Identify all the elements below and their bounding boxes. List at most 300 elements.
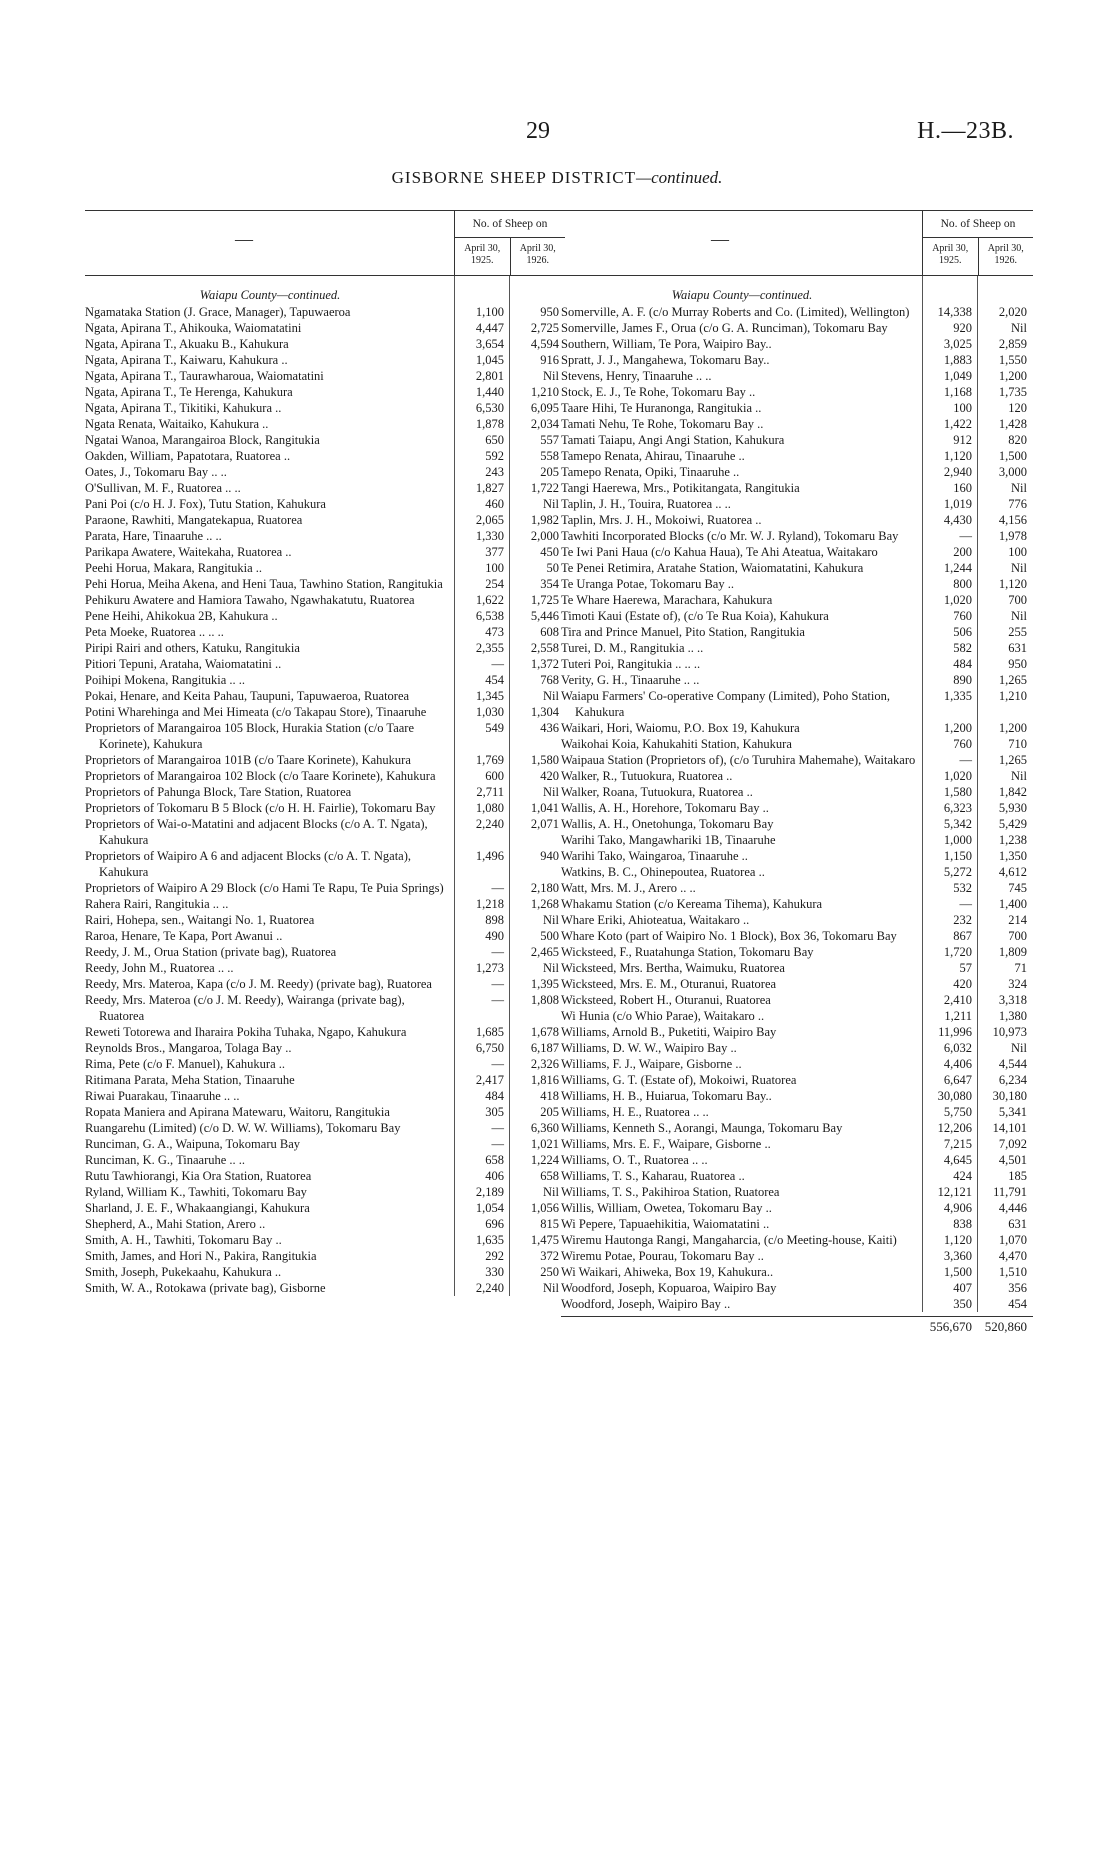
owner-entry: Southern, William, Te Pora, Waipiro Bay..	[561, 337, 772, 351]
table-row	[85, 1152, 565, 1168]
sheep-1925: 1,211	[944, 1009, 972, 1023]
owner-entry: Rairi, Hohepa, sen., Waitangi No. 1, Ruatorea	[85, 913, 315, 927]
table-row	[85, 976, 565, 992]
sheep-1925: 4,406	[943, 1057, 972, 1071]
sheep-1926: 10,973	[992, 1025, 1027, 1039]
sheep-1925: 3,025	[943, 337, 972, 351]
owner-entry: Smith, Joseph, Pukekaahu, Kahukura ..	[85, 1265, 282, 1279]
sheep-1926: 1,842	[998, 785, 1027, 799]
table-row	[561, 1056, 1033, 1072]
table-row	[85, 672, 565, 688]
owner-entry: Rutu Tawhiorangi, Kia Ora Station, Ruatorea	[85, 1169, 312, 1183]
sheep-1925: 3,654	[475, 337, 504, 351]
sheep-1925: —	[959, 753, 972, 767]
sheep-1925: 1,345	[475, 689, 504, 703]
sheep-1926: 7,092	[998, 1137, 1027, 1151]
sheep-1925: —	[959, 529, 972, 543]
owner-entry: Smith, James, and Hori N., Pakira, Rangitukia	[85, 1249, 317, 1263]
sheep-1925: 760	[953, 737, 972, 751]
sheep-1925: 1,878	[475, 417, 504, 431]
owner-entry: Tawhiti Incorporated Blocks (c/o Mr. W. J. Ryland), Tokomaru Bay	[561, 529, 899, 543]
table-row	[561, 384, 1033, 400]
table-row	[561, 480, 1033, 496]
sheep-1926: 100	[1008, 545, 1027, 559]
owner-entry: Proprietors of Wai-o-Matatini and adjacent Blocks (c/o A. T. Ngata), Kahukura	[85, 817, 428, 847]
sheep-1926: 120	[1008, 401, 1027, 415]
sheep-1926: 372	[540, 1249, 559, 1263]
sheep-1926: 1,808	[530, 993, 559, 1007]
sheep-1925: 1,080	[475, 801, 504, 815]
owner-entry: Proprietors of Waipiro A 6 and adjacent Blocks (c/o A. T. Ngata), Kahukura	[85, 849, 412, 879]
table-row	[561, 928, 1033, 944]
sheep-1925: 490	[485, 929, 504, 943]
table-row	[561, 608, 1033, 624]
owner-entry: Proprietors of Tokomaru B 5 Block (c/o H. H. Fairlie), Tokomaru Bay	[85, 801, 436, 815]
owner-entry: Spratt, J. J., Mangahewa, Tokomaru Bay..	[561, 353, 770, 367]
owner-entry: Peehi Horua, Makara, Rangitukia ..	[85, 561, 263, 575]
owner-entry: Williams, G. T. (Estate of), Mokoiwi, Ruatorea	[561, 1073, 797, 1087]
sheep-1926: 1,200	[998, 721, 1027, 735]
sheep-1925: 5,272	[943, 865, 972, 879]
sheep-1926: 631	[1008, 641, 1027, 655]
owner-entry: Parikapa Awatere, Waitekaha, Ruatorea ..	[85, 545, 292, 559]
sheep-1926: 1,428	[998, 417, 1027, 431]
owner-entry: Whakamu Station (c/o Kereama Tihema), Kahukura	[561, 897, 823, 911]
owner-entry: Tamati Nehu, Te Rohe, Tokomaru Bay ..	[561, 417, 764, 431]
sheep-1926: 30,180	[992, 1089, 1027, 1103]
sheep-1925: 2,355	[475, 641, 504, 655]
sheep-1925: 1,020	[943, 593, 972, 607]
sheep-1926: 815	[540, 1217, 559, 1231]
table-row	[561, 1072, 1033, 1088]
table-row	[561, 528, 1033, 544]
table-row	[85, 720, 565, 752]
sheep-1925: 650	[485, 433, 504, 447]
sheep-1925: 200	[953, 545, 972, 559]
sheep-1925: —	[959, 897, 972, 911]
owner-entry: Williams, T. S., Kaharau, Ruatorea ..	[561, 1169, 745, 1183]
table-row	[561, 1088, 1033, 1104]
owner-entry: Te Whare Haerewa, Marachara, Kahukura	[561, 593, 773, 607]
owner-entry: Waipaua Station (Proprietors of), (c/o Turuhira Mahemahe), Waitakaro	[561, 753, 916, 767]
sheep-count-header	[922, 211, 1033, 275]
owner-entry: Proprietors of Pahunga Block, Tare Station, Ruatorea	[85, 785, 352, 799]
sheep-1925: 6,323	[943, 801, 972, 815]
sheep-1925: 1,635	[475, 1233, 504, 1247]
table-row	[85, 304, 565, 320]
sheep-1925: 254	[485, 577, 504, 591]
owner-entry: Parata, Hare, Tinaaruhe .. ..	[85, 529, 222, 543]
table-row	[561, 1152, 1033, 1168]
sheep-1926: 1,238	[998, 833, 1027, 847]
owner-entry: Woodford, Joseph, Kopuaroa, Waipiro Bay	[561, 1281, 777, 1295]
table-row	[85, 848, 565, 880]
owner-entry: Ngata Renata, Waitaiko, Kahukura ..	[85, 417, 269, 431]
table-row	[85, 912, 565, 928]
table-row	[561, 688, 1033, 720]
owner-entry: Reedy, J. M., Orua Station (private bag), Ruatorea	[85, 945, 337, 959]
owner-entry: Runciman, K. G., Tinaaruhe .. ..	[85, 1153, 246, 1167]
owner-entry: Proprietors of Marangairoa 105 Block, Hurakia Station (c/o Taare Korinete), Kahukura	[85, 721, 415, 751]
owner-entry: Wicksteed, F., Ruatahunga Station, Tokomaru Bay	[561, 945, 814, 959]
table-row	[561, 848, 1033, 864]
sheep-1925: —	[491, 881, 504, 895]
sheep-1925: 57	[959, 961, 972, 975]
table-row	[85, 656, 565, 672]
sheep-1925: 6,530	[475, 401, 504, 415]
table-row	[85, 1280, 565, 1296]
table-row	[85, 960, 565, 976]
sheep-1925: 243	[485, 465, 504, 479]
sheep-1925: 6,032	[943, 1041, 972, 1055]
table-row	[85, 944, 565, 960]
sheep-1926: 558	[540, 449, 559, 463]
owner-entry: Ngata, Apirana T., Akuaku B., Kahukura	[85, 337, 289, 351]
owner-entry: O'Sullivan, M. F., Ruatorea .. ..	[85, 481, 241, 495]
sheep-1926: 214	[1008, 913, 1027, 927]
table-row	[85, 1200, 565, 1216]
sheep-1926: 1,982	[530, 513, 559, 527]
owner-entry: Williams, O. T., Ruatorea .. ..	[561, 1153, 708, 1167]
sheep-1925: 2,801	[475, 369, 504, 383]
table-row	[85, 1168, 565, 1184]
table-row	[85, 704, 565, 720]
sheep-1925: 1,883	[943, 353, 972, 367]
table-row	[561, 816, 1033, 832]
table-row	[85, 1216, 565, 1232]
sheep-1926: 1,021	[530, 1137, 559, 1151]
table-row	[561, 656, 1033, 672]
sheep-count-header	[454, 211, 565, 275]
sheep-1926: 205	[540, 1105, 559, 1119]
sheep-header-title: No. of Sheep on	[455, 211, 565, 238]
sheep-1925: 424	[953, 1169, 972, 1183]
table-row	[85, 1040, 565, 1056]
table-row	[85, 480, 565, 496]
table-row	[561, 1232, 1033, 1248]
sheep-1925: 4,447	[475, 321, 504, 335]
owner-entry: Tamepo Renata, Ahirau, Tinaaruhe ..	[561, 449, 745, 463]
owner-entry: Reedy, Mrs. Materoa (c/o J. M. Reedy), Wairanga (private bag), Ruatorea	[85, 993, 405, 1023]
owner-entry: Potini Wharehinga and Mei Himeata (c/o Takapau Store), Tinaaruhe	[85, 705, 427, 719]
owner-entry: Williams, Kenneth S., Aorangi, Maunga, Tokomaru Bay	[561, 1121, 843, 1135]
table-row	[561, 1040, 1033, 1056]
sheep-1925: 912	[953, 433, 972, 447]
sheep-1926: 1,475	[530, 1233, 559, 1247]
table-row	[85, 528, 565, 544]
sheep-1925: 6,750	[475, 1041, 504, 1055]
sheep-1926: 1,210	[530, 385, 559, 399]
owner-entry: Pehi Horua, Meiha Akena, and Heni Taua, Tawhino Station, Rangitukia	[85, 577, 443, 591]
owner-entry: Wi Waikari, Ahiweka, Box 19, Kahukura..	[561, 1265, 774, 1279]
table-row	[561, 736, 1033, 752]
table-row	[561, 1168, 1033, 1184]
owner-entry: Ritimana Parata, Meha Station, Tinaaruhe	[85, 1073, 295, 1087]
sheep-1925: 549	[485, 721, 504, 735]
sheep-1925: 484	[953, 657, 972, 671]
sheep-1925: 1,827	[475, 481, 504, 495]
sheep-1926: 1,395	[530, 977, 559, 991]
owner-entry: Ngata, Apirana T., Te Herenga, Kahukura	[85, 385, 293, 399]
table-row	[561, 864, 1033, 880]
sheep-1926: 4,544	[998, 1057, 1027, 1071]
owner-entry: Woodford, Joseph, Waipiro Bay ..	[561, 1297, 731, 1311]
owner-entry: Turei, D. M., Rangitukia .. ..	[561, 641, 704, 655]
owner-entry: Te Iwi Pani Haua (c/o Kahua Haua), Te Ahi Ateatua, Waitakaro	[561, 545, 878, 559]
sheep-1925: 506	[953, 625, 972, 639]
table-row	[561, 512, 1033, 528]
sheep-1926: 1,268	[530, 897, 559, 911]
title-main: GISBORNE SHEEP DISTRICT	[391, 168, 636, 187]
owner-entry: Williams, D. W. W., Waipiro Bay ..	[561, 1041, 737, 1055]
sheep-1926: 1,041	[530, 801, 559, 815]
sheep-1926: 1,070	[998, 1233, 1027, 1247]
sheep-1925: 4,645	[943, 1153, 972, 1167]
table-row	[85, 336, 565, 352]
table-row	[561, 544, 1033, 560]
table-row	[85, 352, 565, 368]
table-row	[561, 768, 1033, 784]
sheep-1925: 1,496	[475, 849, 504, 863]
owner-entry: Williams, Mrs. E. F., Waipare, Gisborne ..	[561, 1137, 771, 1151]
table-header	[85, 210, 565, 276]
sheep-1925: 1,049	[943, 369, 972, 383]
sheep-1926: 356	[1008, 1281, 1027, 1295]
owner-entry: Tamepo Renata, Opiki, Tinaaruhe ..	[561, 465, 740, 479]
table-row	[85, 448, 565, 464]
table-row	[85, 384, 565, 400]
table-row	[561, 672, 1033, 688]
document-reference: H.—23B.	[917, 118, 1014, 144]
header-dash: —	[235, 229, 253, 249]
sheep-1925: 1,335	[943, 689, 972, 703]
table-row	[561, 1264, 1033, 1280]
owner-entry: Wiremu Hautonga Rangi, Mangaharcia, (c/o Meeting-house, Kaiti)	[561, 1233, 897, 1247]
table-row	[561, 400, 1033, 416]
sheep-1925: 1,100	[475, 305, 504, 319]
owner-entry: Waikohai Koia, Kahukahiti Station, Kahukura	[561, 737, 792, 751]
sheep-1925: 1,000	[943, 833, 972, 847]
owner-entry: Te Penei Retimira, Aratahe Station, Waiomatatini, Kahukura	[561, 561, 864, 575]
sheep-1926: 768	[540, 673, 559, 687]
left-table	[85, 210, 565, 1296]
page-number: 29	[526, 118, 550, 144]
owner-entry: Taare Hihi, Te Huranonga, Rangitukia ..	[561, 401, 762, 415]
owner-entry: Ngata, Apirana T., Kaiwaru, Kahukura ..	[85, 353, 288, 367]
sheep-1925: 867	[953, 929, 972, 943]
table-row	[561, 1248, 1033, 1264]
sheep-1926: Nil	[1011, 609, 1027, 623]
owner-entry: Warihi Tako, Waingaroa, Tinaaruhe ..	[561, 849, 748, 863]
sheep-1926: Nil	[543, 961, 559, 975]
table-row	[85, 368, 565, 384]
sheep-1926: 6,095	[530, 401, 559, 415]
sheep-1926: Nil	[543, 1185, 559, 1199]
sheep-1926: 2,859	[998, 337, 1027, 351]
owner-entry: Somerville, A. F. (c/o Murray Roberts and Co. (Limited), Wellington)	[561, 305, 910, 319]
sheep-1926: Nil	[543, 785, 559, 799]
sheep-1926: 1,510	[998, 1265, 1027, 1279]
sheep-1926: 1,809	[998, 945, 1027, 959]
sheep-1925: 330	[485, 1265, 504, 1279]
table-row	[561, 1200, 1033, 1216]
column-1925: April 30, 1925.	[455, 238, 511, 275]
table-row	[85, 544, 565, 560]
sheep-1926: 2,725	[530, 321, 559, 335]
owner-entry: Tamati Taiapu, Angi Angi Station, Kahukura	[561, 433, 785, 447]
table-row	[561, 992, 1033, 1008]
sheep-1925: 305	[485, 1105, 504, 1119]
sheep-1925: —	[491, 1057, 504, 1071]
sheep-1926: 940	[540, 849, 559, 863]
sheep-1926: 2,465	[530, 945, 559, 959]
sheep-1925: 2,240	[475, 817, 504, 831]
sheep-1925: 12,121	[937, 1185, 972, 1199]
sheep-1925: 5,342	[943, 817, 972, 831]
table-row	[85, 1264, 565, 1280]
sheep-1926: 5,341	[998, 1105, 1027, 1119]
sheep-1926: 658	[540, 1169, 559, 1183]
sheep-1925: 1,045	[475, 353, 504, 367]
sheep-1925: 2,410	[943, 993, 972, 1007]
table-row	[85, 624, 565, 640]
table-row	[85, 432, 565, 448]
table-row	[561, 800, 1033, 816]
table-row	[85, 608, 565, 624]
table-row	[85, 576, 565, 592]
table-row	[85, 592, 565, 608]
table-row	[85, 1088, 565, 1104]
sheep-1925: 898	[485, 913, 504, 927]
table-row	[85, 784, 565, 800]
table-row	[561, 624, 1033, 640]
sheep-1926: 1,210	[998, 689, 1027, 703]
owner-entry: Watkins, B. C., Ohinepoutea, Ruatorea ..	[561, 865, 765, 879]
table-row	[561, 944, 1033, 960]
table-row	[85, 992, 565, 1024]
owner-entry: Taplin, J. H., Touira, Ruatorea .. ..	[561, 497, 731, 511]
sheep-1925: 1,218	[475, 897, 504, 911]
sheep-1926: 1,304	[530, 705, 559, 719]
sheep-1926: 436	[540, 721, 559, 735]
table-row	[561, 576, 1033, 592]
sheep-1925: 3,360	[943, 1249, 972, 1263]
sheep-1925: 1,120	[943, 1233, 972, 1247]
owner-entry: Wallis, A. H., Horehore, Tokomaru Bay ..	[561, 801, 769, 815]
sheep-1925: 232	[953, 913, 972, 927]
table-row	[85, 640, 565, 656]
owner-entry: Wi Hunia (c/o Whio Parae), Waitakaro ..	[561, 1009, 765, 1023]
section-heading: Waiapu County—continued.	[199, 288, 341, 302]
table-row	[85, 512, 565, 528]
owner-entry: Rima, Pete (c/o F. Manuel), Kahukura ..	[85, 1057, 285, 1071]
sheep-1926: 3,000	[998, 465, 1027, 479]
sheep-1925: —	[491, 1121, 504, 1135]
table-row	[561, 832, 1033, 848]
sheep-1925: 1,500	[943, 1265, 972, 1279]
owner-entry: Reedy, Mrs. Materoa, Kapa (c/o J. M. Reedy) (private bag), Ruatorea	[85, 977, 432, 991]
owner-entry: Walker, Roana, Tutuokura, Ruatorea ..	[561, 785, 753, 799]
table-row	[561, 640, 1033, 656]
sheep-1926: 255	[1008, 625, 1027, 639]
sheep-1925: 1,120	[943, 449, 972, 463]
sheep-1925: 350	[953, 1297, 972, 1311]
table-row	[561, 1104, 1033, 1120]
sheep-1926: 205	[540, 465, 559, 479]
table-row	[85, 1232, 565, 1248]
sheep-1926: 1,722	[530, 481, 559, 495]
owner-entry: Proprietors of Marangairoa 101B (c/o Taare Korinete), Kahukura	[85, 753, 411, 767]
sheep-1926: 450	[540, 545, 559, 559]
owner-entry: Wiremu Potae, Pourau, Tokomaru Bay ..	[561, 1249, 764, 1263]
sheep-1925: —	[491, 1137, 504, 1151]
sheep-1926: 4,501	[998, 1153, 1027, 1167]
sheep-1925: —	[491, 945, 504, 959]
sheep-1925: 4,430	[943, 513, 972, 527]
owner-entry: Wicksteed, Mrs. Bertha, Waimuku, Ruatorea	[561, 961, 785, 975]
table-row	[561, 336, 1033, 352]
table-row	[85, 1120, 565, 1136]
sheep-1926: 1,400	[998, 897, 1027, 911]
table-row	[561, 320, 1033, 336]
sheep-1926: 4,446	[998, 1201, 1027, 1215]
sheep-1926: 4,156	[998, 513, 1027, 527]
sheep-1925: 920	[953, 321, 972, 335]
owner-entry: Wallis, A. H., Onetohunga, Tokomaru Bay	[561, 817, 774, 831]
sheep-1925: 2,065	[475, 513, 504, 527]
sheep-1926: 1,978	[998, 529, 1027, 543]
sheep-1925: 658	[485, 1153, 504, 1167]
table-row	[85, 320, 565, 336]
table-row	[561, 896, 1033, 912]
sheep-1925: 1,440	[475, 385, 504, 399]
sheep-1926: 185	[1008, 1169, 1027, 1183]
header-dash: —	[711, 229, 729, 249]
sheep-1925: —	[491, 993, 504, 1007]
sheep-1926: 1,350	[998, 849, 1027, 863]
table-row	[561, 1216, 1033, 1232]
owner-entry: Ropata Maniera and Apirana Matewaru, Waitoru, Rangitukia	[85, 1105, 390, 1119]
table-row	[85, 1248, 565, 1264]
table-row	[85, 1072, 565, 1088]
owner-entry: Sharland, J. E. F., Whakaangiangi, Kahukura	[85, 1201, 310, 1215]
total-1926: 520,860	[984, 1319, 1027, 1334]
sheep-1925: 11,996	[938, 1025, 972, 1039]
sheep-1925: 100	[485, 561, 504, 575]
owner-entry: Ngata, Apirana T., Tikitiki, Kahukura ..	[85, 401, 282, 415]
sheep-1925: 6,647	[943, 1073, 972, 1087]
owner-entry: Williams, H. B., Huiarua, Tokomaru Bay..	[561, 1089, 772, 1103]
owner-entry: Raroa, Henare, Te Kapa, Port Awanui ..	[85, 929, 283, 943]
owner-entry: Whare Koto (part of Waipiro No. 1 Block), Box 36, Tokomaru Bay	[561, 929, 897, 943]
sheep-1926: 5,429	[998, 817, 1027, 831]
table-row	[561, 304, 1033, 320]
owner-entry: Proprietors of Marangairoa 102 Block (c/o Taare Korinete), Kahukura	[85, 769, 436, 783]
sheep-1926: 2,071	[530, 817, 559, 831]
table-row	[561, 1280, 1033, 1296]
owner-entry: Reedy, John M., Ruatorea .. ..	[85, 961, 234, 975]
sheep-1925: 1,273	[475, 961, 504, 975]
sheep-1926: Nil	[543, 369, 559, 383]
sheep-1926: 50	[546, 561, 559, 575]
sheep-1926: Nil	[1011, 769, 1027, 783]
sheep-1925: 890	[953, 673, 972, 687]
sheep-1926: 354	[540, 577, 559, 591]
right-table	[561, 210, 1033, 1335]
table-row	[85, 1104, 565, 1120]
sheep-1926: 1,725	[530, 593, 559, 607]
sheep-1925: 1,020	[943, 769, 972, 783]
